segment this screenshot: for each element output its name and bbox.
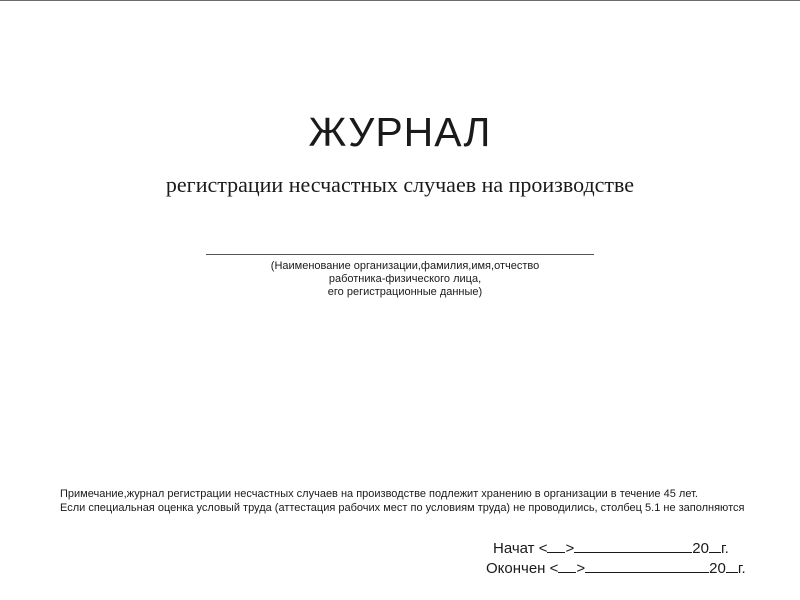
finished-year-blank (726, 558, 738, 573)
organization-caption-line-2: работника-физического лица, (328, 273, 482, 285)
started-year-prefix: 20 (692, 540, 709, 557)
finished-date-row (486, 558, 746, 578)
top-border-line (0, 0, 800, 1)
storage-note-line-2: Если специальная оценка условый труда (аттестация рабочих мест по условиям труда) не проводились, столбец 5.1 не заполняются (60, 502, 745, 514)
started-open-quote: < (538, 540, 548, 557)
organization-caption-line-3: его регистрационные данные) (327, 286, 483, 298)
journal-title: ЖУРНАЛ (308, 109, 492, 155)
organization-caption-line-1: (Наименование организации,фамилия,имя,отчество (270, 260, 540, 272)
finished-month-blank (585, 558, 709, 573)
organization-name-line (206, 254, 594, 255)
started-close-quote: > (565, 540, 575, 557)
journal-subtitle: регистрации несчастных случаев на производстве (165, 172, 635, 197)
started-month-blank (574, 538, 692, 553)
journal-dates (486, 538, 746, 578)
storage-note (60, 487, 790, 515)
started-year-blank (709, 538, 721, 553)
started-day-blank (547, 538, 565, 553)
finished-close-quote: > (576, 560, 586, 577)
organization-caption (200, 260, 610, 299)
finished-open-quote: < (549, 560, 559, 577)
finished-year-suffix: г. (737, 560, 746, 577)
finished-day-blank (558, 558, 576, 573)
started-label: Начат (493, 540, 535, 557)
started-date-row (486, 538, 746, 558)
started-year-suffix: г. (720, 540, 729, 557)
storage-note-line-1: Примечание,журнал регистрации несчастных случаев на производстве подлежит хранению в организации в течение 45 лет. (60, 488, 698, 500)
finished-label: Окончен (486, 560, 546, 577)
finished-year-prefix: 20 (709, 560, 726, 577)
